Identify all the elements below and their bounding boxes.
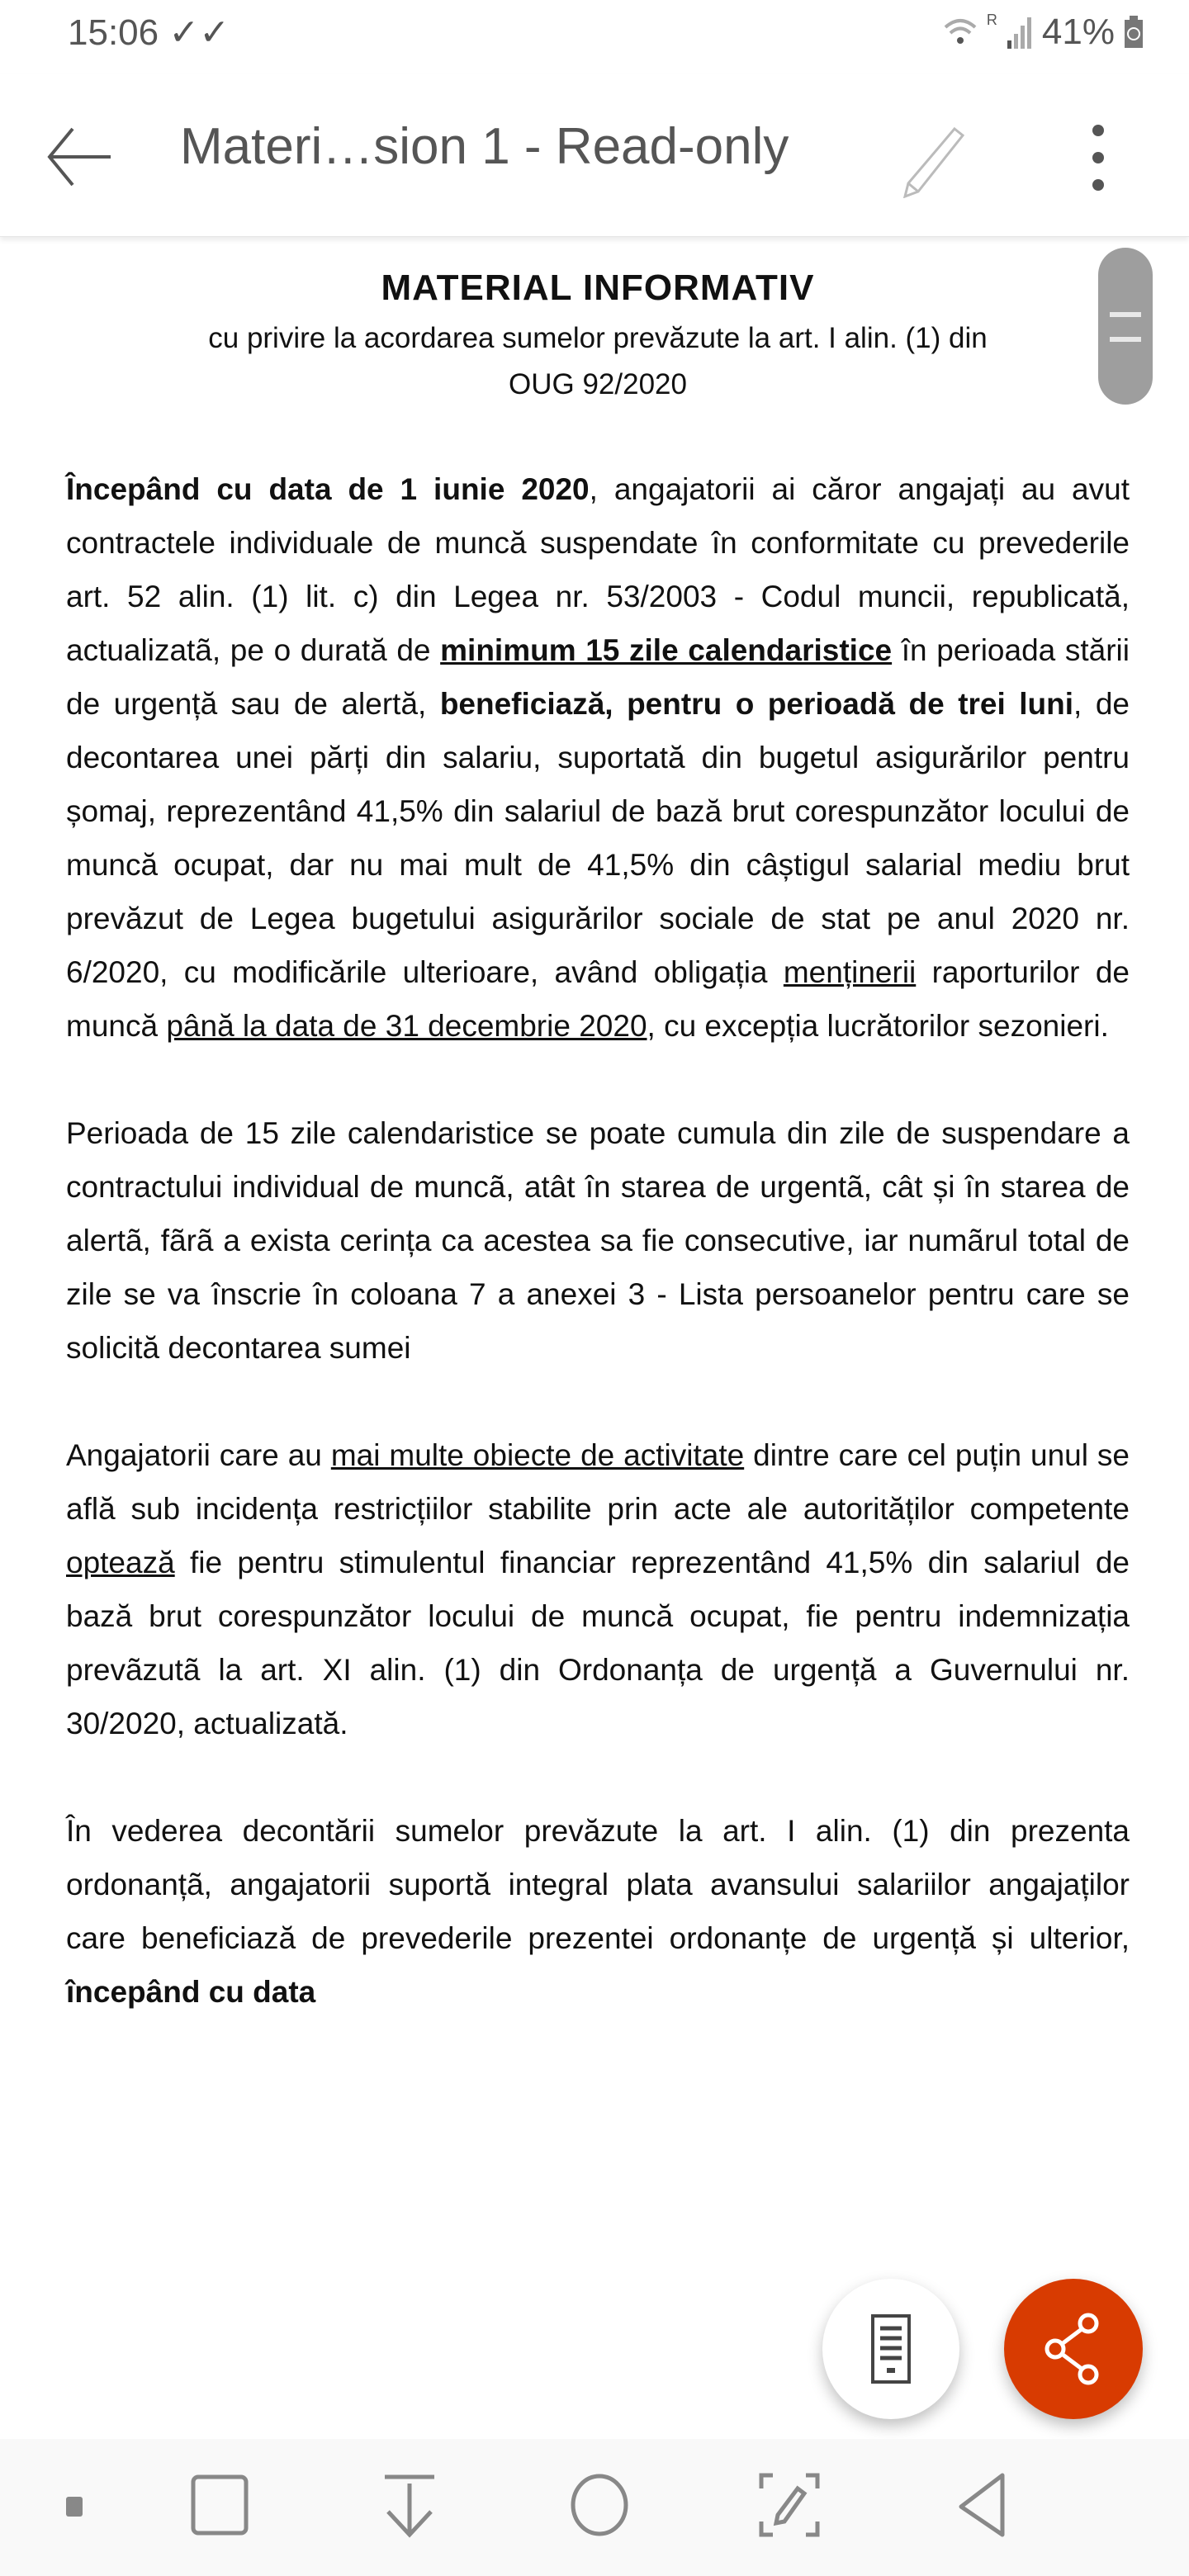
text-run: , de decontarea unei părți din salariu, suportată din bugetul asigurărilor pentru șomaj, reprezentând 41,5% din salariul de bază brut corespunzător locului de muncă ocupat, dar nu mai mult de 41,5% din câștigul salarial mediu brut prevăzut de Legea bugetului asigurărilor sociale de stat pe anul 2020 nr. 6/2020, cu modificările ulterioare, având obligația xyxy=(66,687,1130,989)
paragraph xyxy=(66,1428,1130,1750)
underlined-text: până la data de 31 decembrie 2020 xyxy=(166,1009,647,1043)
paragraph xyxy=(66,1804,1130,2019)
share-icon xyxy=(1040,2312,1106,2386)
document-subtitle xyxy=(66,315,1130,408)
bold-text: beneficiază, pentru o perioadă de trei luni xyxy=(439,687,1074,721)
text-run: Angajatorii care au xyxy=(66,1438,331,1472)
underlined-text: mai multe obiecte de activitate xyxy=(330,1438,745,1472)
document-heading: MATERIAL INFORMATIV xyxy=(381,268,815,308)
bold-text: începând cu data xyxy=(66,1975,316,2009)
underlined-text: menținerii xyxy=(783,955,917,989)
subtitle-line: OUG 92/2020 xyxy=(509,368,687,400)
home-circle-icon[interactable] xyxy=(566,2472,632,2538)
battery-charging-icon xyxy=(1123,15,1144,50)
recents-square-icon[interactable] xyxy=(187,2472,253,2538)
paragraph xyxy=(66,1106,1130,1375)
text-run: Perioada de 15 zile calendaristice se poate cumula din zile de suspendare a contractului individual de muncã, atât în starea de urgentã, cât și în starea de alertã, fãrã a exista cerința ca acestea sa fie consecutive, iar numãrul total de zile se va înscrie în coloana 7 a anexei 3 - Lista persoanelor pentru care se solicită decontarea sumei xyxy=(66,1116,1130,1365)
text-run: fie pentru stimulentul financiar reprezentând 41,5% din salariul de bază brut corespunzător locului de muncă ocupat, fie pentru indemnizația prevãzutã la art. XI alin. (1) din Ordonanța de urgență a Guvernului nr. 30/2020, actualizată. xyxy=(66,1546,1130,1740)
text-run: dintre care cel puțin unul se află sub incidența restricțiilor stabilite prin acte ale autorităților competente xyxy=(66,1438,1130,1526)
text-run: În vederea decontării sumelor prevăzute la art. I alin. (1) din prezenta ordonanțã, angajatorii suportă integral plata avansului salariilor angajaților care beneficiază de prevederile prezentei ordonanțe de urgență și ulterior, xyxy=(66,1814,1130,1955)
signal-icon xyxy=(1006,16,1034,49)
status-bar xyxy=(0,0,1189,74)
roaming-label: R xyxy=(986,12,997,28)
text-run: raporturilor de muncă xyxy=(66,955,1130,1043)
share-button[interactable] xyxy=(1004,2279,1143,2419)
text-run: , cu excepția lucrătorilor sezonieri. xyxy=(647,1009,1109,1043)
download-arrow-icon[interactable] xyxy=(377,2472,443,2538)
status-time: 15:06 ✓✓ xyxy=(68,12,230,53)
system-nav-bar xyxy=(0,2439,1189,2576)
back-triangle-icon[interactable] xyxy=(950,2472,1016,2538)
scrollbar-thumb[interactable] xyxy=(1098,248,1153,405)
bold-text: minimum 15 zile calendaristice xyxy=(440,633,893,667)
underlined-text: optează xyxy=(66,1546,175,1579)
subtitle-line: cu privire la acordarea sumelor prevăzute la art. I alin. (1) din xyxy=(208,322,988,354)
more-vert-icon[interactable] xyxy=(1082,121,1115,195)
app-bar xyxy=(0,74,1189,237)
pencil-icon[interactable] xyxy=(900,124,966,198)
document-body xyxy=(66,462,1130,2072)
document-view-icon xyxy=(870,2313,912,2384)
back-arrow-icon[interactable] xyxy=(45,124,116,190)
battery-percent: 41% xyxy=(1041,12,1115,52)
screenshot-edit-icon[interactable] xyxy=(756,2472,822,2538)
paragraph xyxy=(66,462,1130,1053)
text-run: , angajatorii ai căror angajați au avut contractele individuale de muncă suspendate în conformitate cu prevederile art. 52 alin. (1) lit. c) din Legea nr. 53/2003 - Codul muncii, republicată, actualizatã, pe o durată de xyxy=(66,472,1130,667)
status-icons xyxy=(942,12,1144,53)
wifi-icon xyxy=(942,16,978,49)
document-view-button[interactable] xyxy=(822,2279,959,2419)
document-title: Materi…sion 1 - Read-only xyxy=(180,118,789,175)
document-content xyxy=(66,239,1130,2009)
bold-text: Începând cu data de 1 iunie 2020 xyxy=(66,472,590,506)
dot-icon[interactable] xyxy=(58,2472,124,2538)
text-run: în perioada stării de urgență sau de alertă, xyxy=(66,633,1130,721)
